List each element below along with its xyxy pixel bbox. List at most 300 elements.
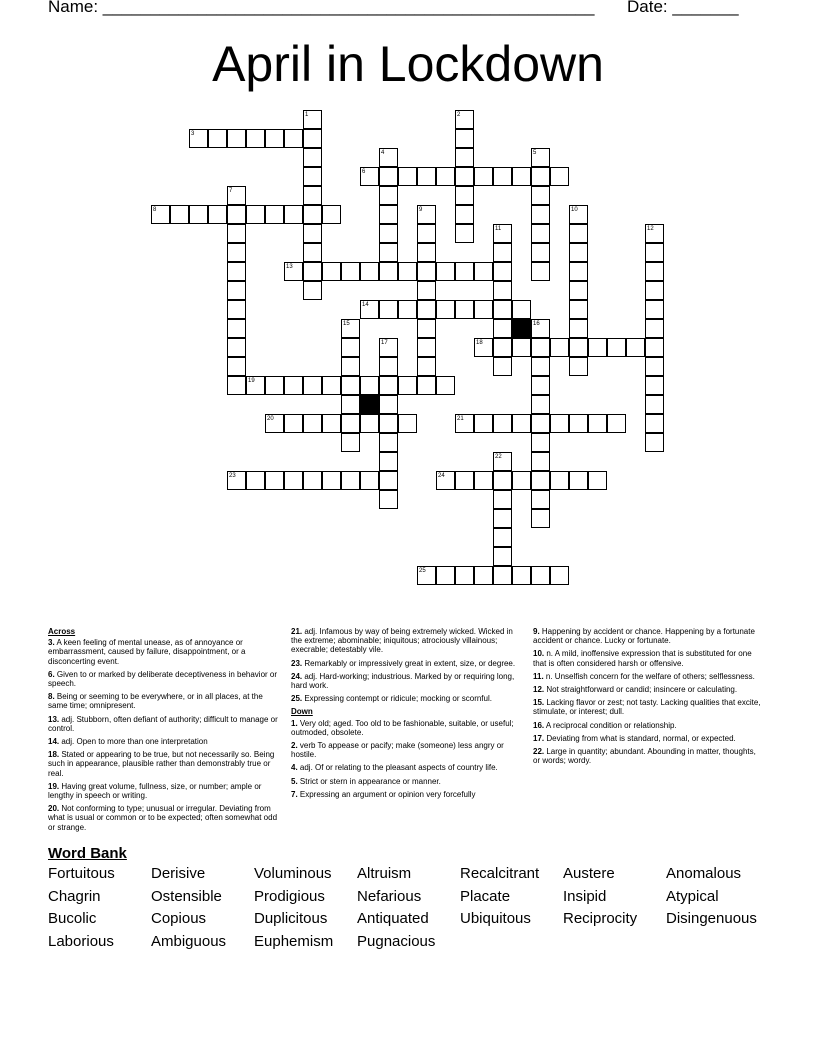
clue-text: Remarkably or impressively great in extent, size, or degree. [302, 658, 516, 668]
grid-cell[interactable] [531, 167, 550, 186]
clue-text: Given to or marked by deliberate deceptiveness in behavior or speech. [48, 669, 278, 689]
grid-cell[interactable] [531, 509, 550, 528]
across-clue [48, 750, 278, 778]
grid-cell[interactable] [341, 357, 360, 376]
grid-cell[interactable] [455, 167, 474, 186]
grid-cell[interactable] [645, 319, 664, 338]
grid-cell[interactable] [265, 205, 284, 224]
down-heading: Down [291, 707, 313, 717]
clue-number: 11. [533, 671, 544, 681]
grid-cell[interactable] [303, 129, 322, 148]
grid-cell[interactable] [550, 566, 569, 585]
grid-cell[interactable] [531, 338, 550, 357]
clue-text: Very old; aged. Too old to be fashionable, suitable, or useful; outmoded, obsolete. [291, 718, 514, 737]
grid-cell[interactable] [341, 319, 360, 338]
grid-cell[interactable] [284, 262, 303, 281]
clue-number: 9. [533, 627, 540, 636]
grid-cell[interactable] [531, 357, 550, 376]
black-cell [512, 319, 531, 338]
grid-cell[interactable] [227, 224, 246, 243]
down-clue [533, 747, 763, 765]
clue-number: 24. [291, 671, 303, 681]
grid-cell[interactable] [284, 129, 303, 148]
grid-cell[interactable] [379, 167, 398, 186]
grid-cell[interactable] [322, 205, 341, 224]
grid-cell[interactable] [645, 243, 664, 262]
grid-cell[interactable] [227, 471, 246, 490]
cell-number: 16 [533, 321, 540, 327]
down-clue [291, 777, 521, 786]
grid-cell[interactable] [417, 167, 436, 186]
grid-cell[interactable] [189, 129, 208, 148]
grid-cell[interactable] [379, 186, 398, 205]
grid-cell[interactable] [303, 167, 322, 186]
grid-cell[interactable] [208, 205, 227, 224]
grid-cell[interactable] [531, 224, 550, 243]
cell-number: 23 [229, 473, 236, 479]
grid-cell[interactable] [227, 300, 246, 319]
grid-cell[interactable] [531, 319, 550, 338]
clue-number: 18. [48, 750, 60, 760]
grid-cell[interactable] [455, 129, 474, 148]
grid-cell[interactable] [227, 357, 246, 376]
grid-cell[interactable] [645, 376, 664, 395]
grid-cell[interactable] [493, 566, 512, 585]
grid-cell[interactable] [588, 338, 607, 357]
grid-cell[interactable] [303, 186, 322, 205]
grid-cell[interactable] [493, 452, 512, 471]
down-clue [291, 790, 521, 799]
grid-cell[interactable] [588, 471, 607, 490]
grid-cell[interactable] [531, 433, 550, 452]
across-heading: Across [48, 627, 76, 636]
grid-cell[interactable] [322, 262, 341, 281]
grid-cell[interactable] [284, 376, 303, 395]
grid-cell[interactable] [398, 414, 417, 433]
grid-cell[interactable] [455, 566, 474, 585]
grid-cell[interactable] [246, 376, 265, 395]
grid-cell[interactable] [645, 262, 664, 281]
grid-cell[interactable] [417, 243, 436, 262]
grid-cell[interactable] [474, 262, 493, 281]
grid-cell[interactable] [512, 471, 531, 490]
grid-cell[interactable] [417, 357, 436, 376]
grid-cell[interactable] [645, 357, 664, 376]
grid-cell[interactable] [303, 148, 322, 167]
grid-cell[interactable] [474, 167, 493, 186]
grid-cell[interactable] [303, 471, 322, 490]
grid-cell[interactable] [417, 281, 436, 300]
grid-cell[interactable] [531, 243, 550, 262]
word-bank-item: Nefarious [357, 887, 422, 905]
grid-cell[interactable] [398, 167, 417, 186]
grid-cell[interactable] [227, 281, 246, 300]
grid-cell[interactable] [322, 471, 341, 490]
grid-cell[interactable] [227, 205, 246, 224]
clue-text: adj. Of or relating to the pleasant aspects of country life. [297, 763, 498, 773]
clue-text: Deviating from what is standard, normal, or expected. [544, 733, 736, 743]
word-bank-item: Derisive [151, 865, 206, 882]
grid-cell[interactable] [531, 148, 550, 167]
word-bank-item: Austere [563, 865, 615, 882]
across-clue [48, 638, 278, 666]
down-clue [533, 698, 763, 716]
grid-cell[interactable] [284, 471, 303, 490]
grid-cell[interactable] [379, 338, 398, 357]
clues-column-3 [533, 627, 763, 769]
grid-cell[interactable] [303, 281, 322, 300]
grid-cell[interactable] [493, 281, 512, 300]
grid-cell[interactable] [379, 262, 398, 281]
grid-cell[interactable] [417, 338, 436, 357]
grid-cell[interactable] [569, 281, 588, 300]
grid-cell[interactable] [322, 414, 341, 433]
down-clue [533, 721, 763, 730]
clue-text: adj. Open to more than one interpretation [59, 737, 208, 747]
grid-cell[interactable] [379, 471, 398, 490]
grid-cell[interactable] [455, 205, 474, 224]
grid-cell[interactable] [227, 129, 246, 148]
grid-cell[interactable] [474, 300, 493, 319]
grid-cell[interactable] [379, 433, 398, 452]
grid-cell[interactable] [379, 148, 398, 167]
grid-cell[interactable] [227, 338, 246, 357]
grid-cell[interactable] [569, 414, 588, 433]
grid-cell[interactable] [303, 205, 322, 224]
grid-cell[interactable] [493, 300, 512, 319]
clue-number: 2. [291, 741, 298, 751]
grid-cell[interactable] [493, 547, 512, 566]
grid-cell[interactable] [550, 414, 569, 433]
grid-cell[interactable] [569, 300, 588, 319]
grid-cell[interactable] [531, 376, 550, 395]
cell-number: 2 [457, 112, 461, 118]
grid-cell[interactable] [588, 414, 607, 433]
grid-cell[interactable] [512, 414, 531, 433]
down-clue [291, 741, 521, 759]
clue-text: adj. Hard-working; industrious. Marked by or requiring long, hard work. [291, 671, 515, 691]
grid-cell[interactable] [246, 205, 265, 224]
grid-cell[interactable] [493, 471, 512, 490]
grid-cell[interactable] [512, 338, 531, 357]
grid-cell[interactable] [531, 490, 550, 509]
word-bank-item: Euphemism [254, 933, 334, 951]
grid-cell[interactable] [569, 319, 588, 338]
grid-cell[interactable] [360, 300, 379, 319]
across-clue [48, 782, 278, 800]
across-clue [48, 804, 278, 832]
cell-number: 20 [267, 416, 274, 422]
grid-cell[interactable] [379, 243, 398, 262]
down-clue [533, 734, 763, 743]
clue-text: Strict or stern in appearance or manner. [297, 776, 441, 786]
grid-cell[interactable] [550, 167, 569, 186]
grid-cell[interactable] [417, 566, 436, 585]
grid-cell[interactable] [398, 300, 417, 319]
grid-cell[interactable] [341, 433, 360, 452]
cell-number: 19 [248, 378, 255, 384]
grid-cell[interactable] [265, 471, 284, 490]
grid-cell[interactable] [436, 167, 455, 186]
grid-cell[interactable] [569, 224, 588, 243]
grid-cell[interactable] [550, 471, 569, 490]
cell-number: 12 [647, 226, 654, 232]
word-bank-item: Altruism [357, 865, 412, 882]
word-bank-item: Laborious [48, 933, 114, 951]
grid-cell[interactable] [417, 300, 436, 319]
grid-cell[interactable] [379, 414, 398, 433]
clue-number: 10. [533, 649, 545, 659]
grid-cell[interactable] [645, 281, 664, 300]
grid-cell[interactable] [474, 471, 493, 490]
grid-cell[interactable] [284, 414, 303, 433]
grid-cell[interactable] [474, 338, 493, 357]
cell-number: 8 [153, 207, 157, 213]
grid-cell[interactable] [531, 452, 550, 471]
grid-cell[interactable] [379, 300, 398, 319]
grid-cell[interactable] [322, 376, 341, 395]
grid-cell[interactable] [436, 471, 455, 490]
page-title: April in Lockdown [212, 36, 604, 92]
grid-cell[interactable] [360, 376, 379, 395]
grid-cell[interactable] [284, 205, 303, 224]
grid-cell[interactable] [455, 110, 474, 129]
grid-cell[interactable] [360, 167, 379, 186]
grid-cell[interactable] [379, 357, 398, 376]
word-bank-item: Copious [151, 910, 207, 928]
clue-text: adj. Stubborn, often defiant of authority; difficult to manage or control. [48, 714, 278, 733]
grid-cell[interactable] [531, 471, 550, 490]
grid-cell[interactable] [398, 262, 417, 281]
grid-cell[interactable] [227, 376, 246, 395]
grid-cell[interactable] [493, 357, 512, 376]
clue-text: n. Unselfish concern for the welfare of others; selflessness. [543, 671, 755, 681]
down-clue [533, 627, 763, 645]
grid-cell[interactable] [493, 509, 512, 528]
clue-text: adj. Infamous by way of being extremely wicked. Wicked in the extreme; abominable; iniquitous; atrociously villainous; execrable; detestably vile. [291, 627, 513, 655]
cell-number: 18 [476, 340, 483, 346]
grid-cell[interactable] [227, 243, 246, 262]
grid-cell[interactable] [455, 148, 474, 167]
grid-cell[interactable] [417, 224, 436, 243]
name-field[interactable]: Name: ____________________________________________________ [48, 0, 595, 16]
grid-cell[interactable] [170, 205, 189, 224]
grid-cell[interactable] [360, 262, 379, 281]
grid-cell[interactable] [341, 414, 360, 433]
grid-cell[interactable] [493, 224, 512, 243]
grid-cell[interactable] [341, 338, 360, 357]
across-clue [291, 659, 521, 668]
grid-cell[interactable] [531, 395, 550, 414]
grid-cell[interactable] [341, 376, 360, 395]
grid-cell[interactable] [455, 414, 474, 433]
clue-number: 17. [533, 733, 545, 743]
word-bank-item: Recalcitrant [460, 865, 540, 882]
clue-number: 8. [48, 692, 55, 702]
grid-cell[interactable] [341, 395, 360, 414]
grid-cell[interactable] [341, 471, 360, 490]
grid-cell[interactable] [246, 471, 265, 490]
grid-cell[interactable] [645, 414, 664, 433]
cell-number: 4 [381, 150, 385, 156]
word-bank-item: Reciprocity [563, 910, 638, 928]
word-bank-item: Placate [460, 887, 511, 905]
grid-cell[interactable] [569, 205, 588, 224]
word-bank-heading: Word Bank [48, 845, 127, 862]
grid-cell[interactable] [208, 129, 227, 148]
grid-cell[interactable] [360, 471, 379, 490]
cell-number: 22 [495, 454, 502, 460]
grid-cell[interactable] [569, 262, 588, 281]
grid-cell[interactable] [569, 243, 588, 262]
grid-cell[interactable] [265, 129, 284, 148]
clue-number: 23. [291, 658, 303, 668]
grid-cell[interactable] [493, 319, 512, 338]
word-bank-item: Ambiguous [151, 933, 227, 951]
grid-cell[interactable] [512, 300, 531, 319]
grid-cell[interactable] [645, 433, 664, 452]
clues-column-1 [48, 627, 278, 836]
grid-cell[interactable] [493, 528, 512, 547]
grid-cell[interactable] [246, 129, 265, 148]
grid-cell[interactable] [531, 186, 550, 205]
clue-number: 13. [48, 714, 60, 724]
grid-cell[interactable] [493, 414, 512, 433]
clue-number: 19. [48, 781, 60, 791]
clue-number: 1. [291, 718, 298, 728]
down-clue [533, 685, 763, 694]
grid-cell[interactable] [512, 566, 531, 585]
grid-cell[interactable] [189, 205, 208, 224]
grid-cell[interactable] [645, 395, 664, 414]
across-clue [48, 670, 278, 688]
word-bank-item: Chagrin [48, 887, 101, 905]
word-bank-item: Ubiquitous [460, 910, 531, 928]
grid-cell[interactable] [626, 338, 645, 357]
grid-cell[interactable] [379, 224, 398, 243]
grid-cell[interactable] [417, 319, 436, 338]
grid-cell[interactable] [151, 205, 170, 224]
cell-number: 17 [381, 340, 388, 346]
grid-cell[interactable] [379, 205, 398, 224]
grid-cell[interactable] [436, 300, 455, 319]
grid-cell[interactable] [645, 224, 664, 243]
across-clue [48, 715, 278, 733]
grid-cell[interactable] [569, 471, 588, 490]
clue-number: 15. [533, 698, 545, 708]
grid-cell[interactable] [455, 186, 474, 205]
grid-cell[interactable] [398, 376, 417, 395]
grid-cell[interactable] [531, 205, 550, 224]
grid-cell[interactable] [303, 376, 322, 395]
grid-cell[interactable] [550, 338, 569, 357]
grid-cell[interactable] [417, 376, 436, 395]
across-clue [291, 627, 521, 655]
grid-cell[interactable] [227, 262, 246, 281]
word-bank-item: Voluminous [254, 865, 332, 882]
grid-cell[interactable] [645, 338, 664, 357]
grid-cell[interactable] [493, 262, 512, 281]
grid-cell[interactable] [436, 566, 455, 585]
grid-cell[interactable] [645, 300, 664, 319]
grid-cell[interactable] [379, 395, 398, 414]
word-bank-item: Pugnacious [357, 933, 436, 951]
cell-number: 6 [362, 169, 366, 175]
grid-cell[interactable] [474, 414, 493, 433]
grid-cell[interactable] [493, 490, 512, 509]
black-cell [360, 395, 379, 414]
grid-cell[interactable] [303, 414, 322, 433]
grid-cell[interactable] [227, 319, 246, 338]
word-bank-item: Anomalous [666, 865, 742, 882]
word-bank-item: Atypical [666, 887, 719, 905]
clue-text: A reciprocal condition or relationship. [544, 720, 677, 730]
grid-cell[interactable] [569, 338, 588, 357]
grid-cell[interactable] [227, 186, 246, 205]
grid-cell[interactable] [607, 338, 626, 357]
clue-number: 5. [291, 776, 298, 786]
word-bank-item: Antiquated [357, 910, 429, 928]
grid-cell[interactable] [493, 338, 512, 357]
word-bank-item: Prodigious [254, 887, 325, 905]
word-bank-item: Disingenuous [666, 910, 757, 928]
grid-cell[interactable] [360, 414, 379, 433]
word-bank-item: Fortuitous [48, 865, 115, 882]
grid-cell[interactable] [474, 566, 493, 585]
grid-cell[interactable] [303, 262, 322, 281]
cell-number: 10 [571, 207, 578, 213]
date-field[interactable]: Date: _______ [627, 0, 739, 16]
cell-number: 13 [286, 264, 293, 270]
grid-cell[interactable] [379, 490, 398, 509]
grid-cell[interactable] [303, 224, 322, 243]
grid-cell[interactable] [379, 452, 398, 471]
grid-cell[interactable] [531, 566, 550, 585]
grid-cell[interactable] [569, 357, 588, 376]
across-clue [291, 694, 521, 703]
down-clue [291, 719, 521, 737]
grid-cell[interactable] [512, 167, 531, 186]
grid-cell[interactable] [493, 243, 512, 262]
clue-text: Large in quantity; abundant. Abounding in matter, thoughts, or words; wordy. [533, 747, 756, 766]
grid-cell[interactable] [493, 167, 512, 186]
cell-number: 15 [343, 321, 350, 327]
grid-cell[interactable] [341, 262, 360, 281]
grid-cell[interactable] [303, 243, 322, 262]
grid-cell[interactable] [265, 376, 284, 395]
grid-cell[interactable] [417, 205, 436, 224]
grid-cell[interactable] [455, 300, 474, 319]
grid-cell[interactable] [265, 414, 284, 433]
grid-cell[interactable] [436, 376, 455, 395]
word-bank-item: Duplicitous [254, 910, 328, 928]
clue-number: 4. [291, 763, 298, 773]
grid-cell[interactable] [531, 262, 550, 281]
grid-cell[interactable] [455, 471, 474, 490]
grid-cell[interactable] [379, 376, 398, 395]
grid-cell[interactable] [455, 224, 474, 243]
grid-cell[interactable] [303, 110, 322, 129]
clue-text: Lacking flavor or zest; not tasty. Lacking qualities that excite, stimulate, or interest; dull. [533, 698, 761, 717]
grid-cell[interactable] [417, 262, 436, 281]
grid-cell[interactable] [436, 262, 455, 281]
across-clue [48, 737, 278, 746]
grid-cell[interactable] [531, 414, 550, 433]
down-clue [533, 672, 763, 681]
cell-number: 14 [362, 302, 369, 308]
grid-cell[interactable] [455, 262, 474, 281]
grid-cell[interactable] [607, 414, 626, 433]
